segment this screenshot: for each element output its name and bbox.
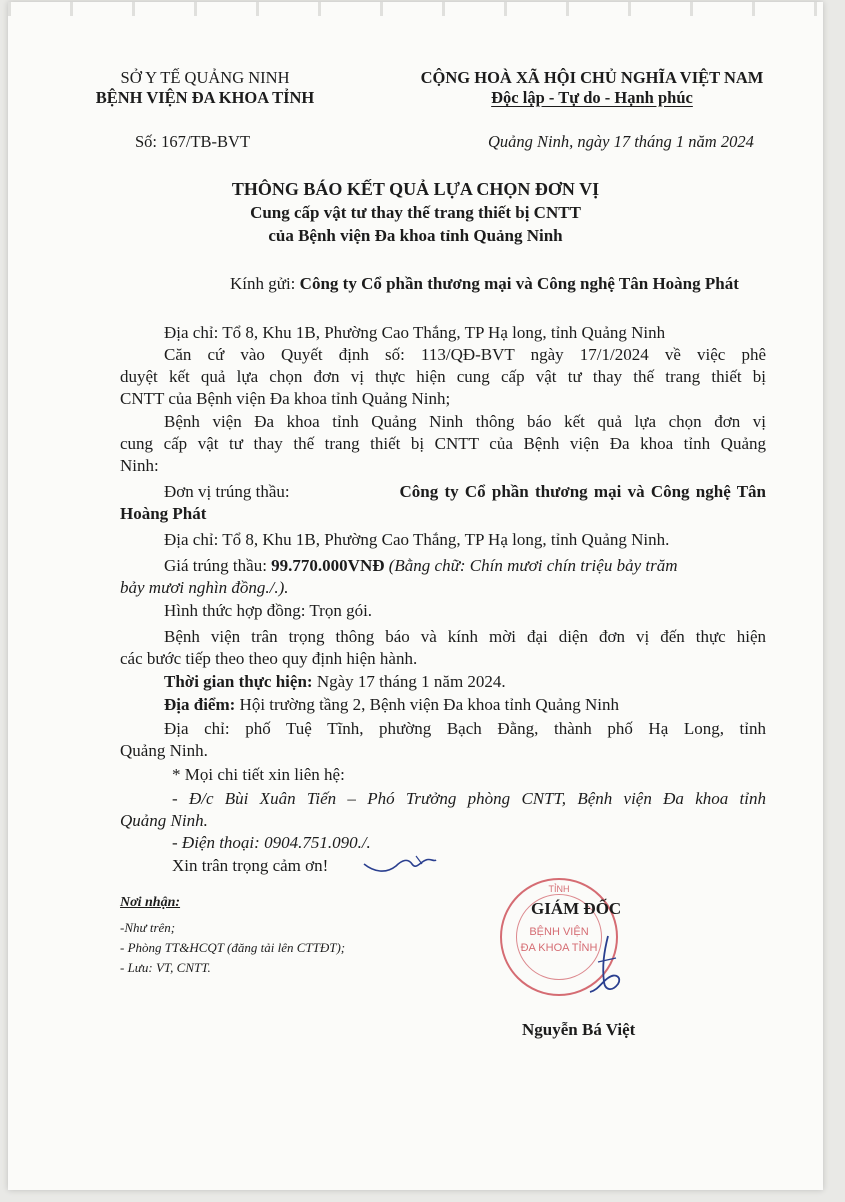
time-value: Ngày 17 tháng 1 năm 2024. [312, 672, 506, 691]
winner-name-part-1: Công ty Cổ phần thương mại và Công nghệ Tân [399, 482, 766, 501]
contact-phone: - Điện thoại: 0904.751.090./. [172, 833, 371, 852]
notice-line-1: Bệnh viện Đa khoa tỉnh Quảng Ninh thông báo kết quả lựa chọn đơn vị [164, 412, 766, 431]
basis-line-2: duyệt kết quả lựa chọn đơn vị thực hiện cung cấp vật tư thay thế trang thiết bị [120, 367, 766, 386]
thanks-line: Xin trân trọng cảm ơn! [172, 856, 329, 875]
title-line-3: của Bệnh viện Đa khoa tỉnh Quảng Ninh [268, 226, 563, 245]
agency-block [90, 68, 320, 108]
winner-address: Địa chỉ: Tổ 8, Khu 1B, Phường Cao Thắng, TP Hạ long, tỉnh Quảng Ninh. [164, 530, 670, 549]
price-words-1: (Bằng chữ: Chín mươi chín triệu bảy trăm [384, 556, 678, 575]
notice-line-3: Ninh: [120, 456, 159, 475]
title-line-1: THÔNG BÁO KẾT QUẢ LỰA CHỌN ĐƠN VỊ [231, 179, 600, 199]
recipients-title: Nơi nhận: [120, 895, 181, 910]
binding-edge [8, 2, 823, 16]
recipient-label: Kính gửi: [230, 274, 300, 293]
nation-title: CỘNG HOÀ XÃ HỘI CHỦ NGHĨA VIỆT NAM [420, 68, 764, 87]
director-signature [568, 932, 638, 1002]
recipient-line [230, 274, 739, 294]
invite-line-2: các bước tiếp theo theo quy định hiện hành. [120, 649, 418, 668]
price-value: 99.770.000VNĐ [271, 556, 385, 575]
price-label: Giá trúng thầu: [164, 556, 272, 575]
document-page [8, 2, 823, 1190]
contract-type: Hình thức hợp đồng: Trọn gói. [164, 601, 373, 620]
price-line-1 [164, 555, 677, 577]
address-line: Địa chỉ: Tổ 8, Khu 1B, Phường Cao Thắng, TP Hạ long, tỉnh Quảng Ninh [164, 323, 666, 342]
stamp-top-text: TỈNH [548, 884, 570, 894]
initial-signature [360, 850, 440, 880]
nation-motto: Độc lập - Tự do - Hạnh phúc [491, 88, 693, 107]
winner-label: Đơn vị trúng thầu: [164, 482, 290, 501]
recipient-item-1: -Như trên; [120, 920, 176, 935]
department-name: SỞ Y TẾ QUẢNG NINH [120, 68, 290, 87]
recipients-list [120, 918, 345, 978]
contact-heading: * Mọi chi tiết xin liên hệ: [172, 765, 345, 784]
basis-line-1: Căn cứ vào Quyết định số: 113/QĐ-BVT ngày 17/1/2024 về việc phê [164, 345, 766, 364]
stamp-text-2: ĐA KHOA TỈNH [520, 942, 598, 954]
winner-name-part-2: Hoàng Phát [120, 504, 207, 523]
recipient-item-2: - Phòng TT&HCQT (đăng tải lên CTTĐT); [120, 940, 346, 955]
notice-title [8, 178, 823, 247]
notice-line-2: cung cấp vật tư thay thế trang thiết bị CNTT của Bệnh viện Đa khoa tỉnh Quảng [120, 434, 766, 453]
place-date: Quảng Ninh, ngày 17 tháng 1 năm 2024 [488, 132, 754, 151]
contact-line-2: Quảng Ninh. [120, 811, 208, 830]
nation-block [388, 68, 796, 108]
venue-address-2: Quảng Ninh. [120, 741, 208, 760]
invite-line-1: Bệnh viện trân trọng thông báo và kính mời đại diện đơn vị đến thực hiện [164, 627, 766, 646]
signer-name: Nguyễn Bá Việt [522, 1020, 636, 1039]
venue-label: Địa điểm: [164, 695, 236, 714]
signer-position: GIÁM ĐỐC [531, 899, 622, 918]
venue-value: Hội trường tầng 2, Bệnh viện Đa khoa tỉnh Quảng Ninh [235, 695, 619, 714]
basis-line-3: CNTT của Bệnh viện Đa khoa tỉnh Quảng Ninh; [120, 389, 451, 408]
venue-line [164, 694, 619, 716]
recipient-item-3: - Lưu: VT, CNTT. [120, 960, 211, 975]
hospital-name: BỆNH VIỆN ĐA KHOA TỈNH [95, 88, 315, 107]
winner-line-1 [164, 481, 766, 503]
recipient-name: Công ty Cổ phần thương mại và Công nghệ Tân Hoàng Phát [299, 274, 739, 293]
time-label: Thời gian thực hiện: [164, 672, 313, 691]
stamp-text-1: BỆNH VIỆN [529, 926, 589, 938]
title-line-2: Cung cấp vật tư thay thế trang thiết bị CNTT [250, 203, 581, 222]
contact-line-1: - Đ/c Bùi Xuân Tiến – Phó Trưởng phòng CNTT, Bệnh viện Đa khoa tỉnh [172, 789, 766, 808]
venue-address-1: Địa chỉ: phố Tuệ Tĩnh, phường Bạch Đằng, thành phố Hạ Long, tỉnh [164, 719, 766, 738]
document-number: Số: 167/TB-BVT [135, 132, 251, 151]
time-line [164, 671, 506, 693]
price-words-2: bảy mươi nghìn đồng./.). [120, 578, 289, 597]
